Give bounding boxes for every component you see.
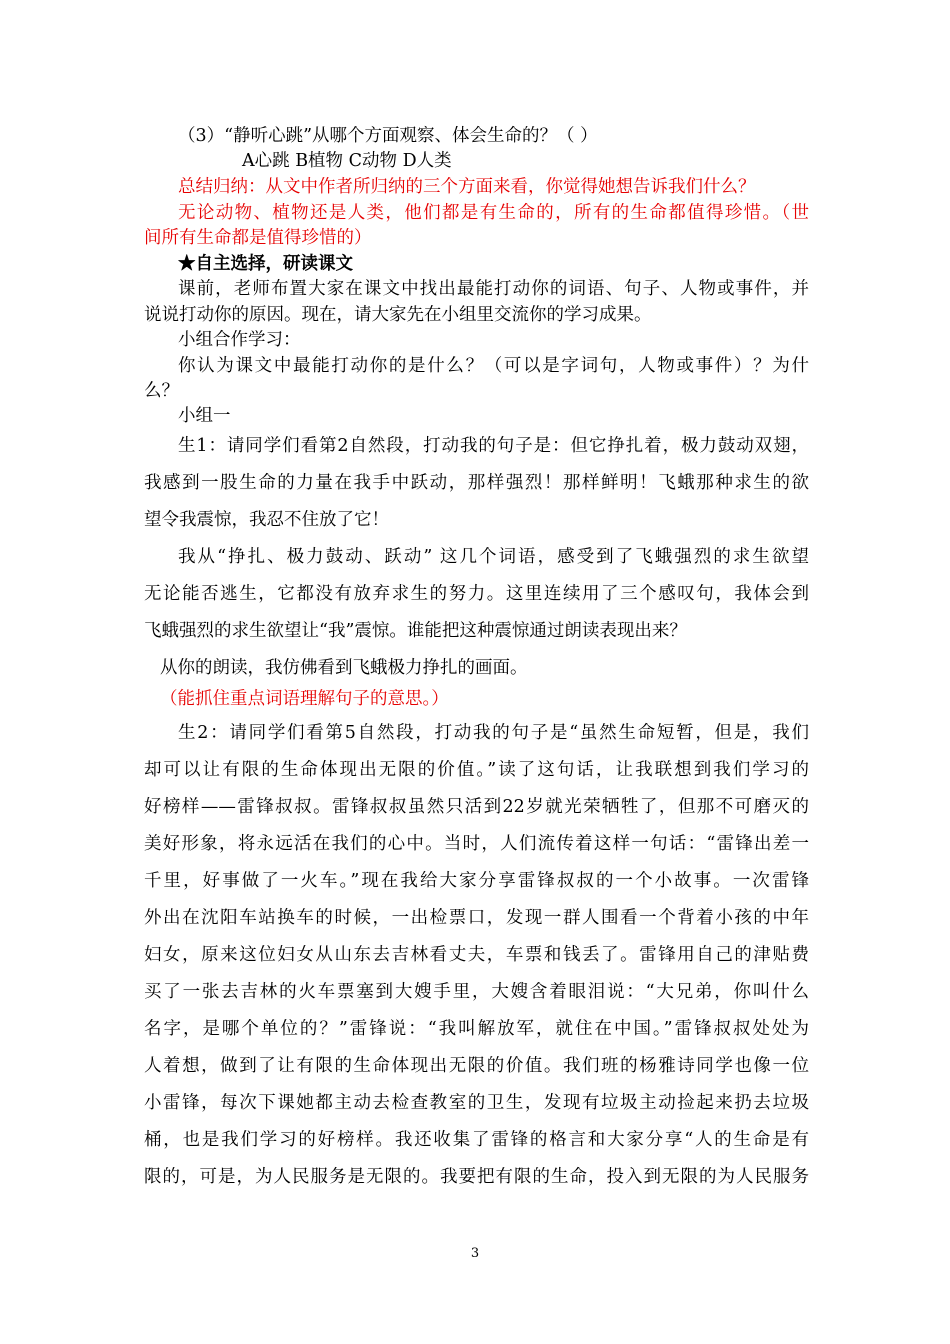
- section-intro-line-2: 说说打动你的原因。现在，请大家先在小组里交流你的学习成果。: [144, 305, 652, 325]
- student-2-line-2: 却可以让有限的生命体现出无限的价值。”读了这句话，让我联想到我们学习的: [144, 760, 809, 780]
- page-number: 3: [470, 1246, 480, 1261]
- student-2-line-3: 好榜样——雷锋叔叔。雷锋叔叔虽然只活到22岁就光荣牺牲了，但那不可磨灭的: [144, 797, 809, 817]
- student-2-line-1: 生2：请同学们看第5自然段，打动我的句子是“虽然生命短暂，但是，我们: [178, 723, 809, 743]
- student-2-line-11: 小雷锋，每次下课她都主动去检查教室的卫生，发现有垃圾主动捡起来扔去垃圾: [144, 1093, 809, 1113]
- question-3-stem: （3）“静听心跳”从哪个方面观察、体会生命的？（ ）: [178, 126, 598, 146]
- student-2-line-13: 限的，可是，为人民服务是无限的。我要把有限的生命，投入到无限的为人民服务: [144, 1167, 809, 1187]
- group-1-label: 小组一: [178, 406, 231, 426]
- student-1-line-1: 生1：请同学们看第2自然段，打动我的句子是：但它挣扎着，极力鼓动双翅，: [178, 436, 809, 456]
- student-2-line-5: 千里，好事做了一火车。”现在我给大家分享雷锋叔叔的一个小故事。一次雷锋: [144, 871, 809, 891]
- section-intro-line-1: 课前，老师布置大家在课文中找出最能打动你的词语、句子、人物或事件，并: [178, 279, 809, 299]
- summary-answer-line-2: 间所有生命都是值得珍惜的）: [144, 228, 372, 248]
- student-2-line-9: 名字，是哪个单位的？”雷锋说：“我叫解放军，就住在中国。”雷锋叔叔处处为: [144, 1019, 809, 1039]
- student-2-line-12: 桶，也是我们学习的好榜样。我还收集了雷锋的格言和大家分享“人的生命是有: [144, 1130, 809, 1150]
- summary-answer-line-1: 无论动物、植物还是人类，他们都是有生命的，所有的生命都值得珍惜。（世: [178, 203, 809, 223]
- student-1-analysis-line-2: 无论能否逃生，它都没有放弃求生的努力。这里连续用了三个感叹句，我体会到: [144, 584, 809, 604]
- student-1-line-2: 我感到一股生命的力量在我手中跃动，那样强烈！那样鲜明！飞蛾那种求生的欲: [144, 473, 809, 493]
- group-question-line-2: 么？: [144, 381, 179, 401]
- student-1-analysis-line-3: 飞蛾强烈的求生欲望让“我”震惊。谁能把这种震惊通过朗读表现出来？: [144, 621, 687, 641]
- section-heading: ★自主选择，研读课文: [178, 254, 353, 274]
- question-3-options: A心跳 B植物 C动物 D人类: [242, 151, 452, 171]
- student-1-reading-comment: 从你的朗读，我仿佛看到飞蛾极力挣扎的画面。: [160, 658, 528, 678]
- student-2-line-10: 人着想，做到了让有限的生命体现出无限的价值。我们班的杨雅诗同学也像一位: [144, 1056, 809, 1076]
- student-1-analysis-line-1: 我从“挣扎、极力鼓动、跃动” 这几个词语，感受到了飞蛾强烈的求生欲望: [178, 547, 809, 567]
- student-2-line-7: 妇女，原来这位妇女从山东去吉林看丈夫，车票和钱丢了。雷锋用自己的津贴费: [144, 945, 809, 965]
- summary-prompt: 总结归纳：从文中作者所归纳的三个方面来看，你觉得她想告诉我们什么？: [178, 177, 756, 197]
- student-2-line-4: 美好形象，将永远活在我们的心中。当时，人们流传着这样一句话：“雷锋出差一: [144, 834, 809, 854]
- student-2-line-6: 外出在沈阳车站换车的时候，一出检票口，发现一群人围看一个背着小孩的中年: [144, 908, 809, 928]
- group-question-line-1: 你认为课文中最能打动你的是什么？（可以是字词句，人物或事件）？为什: [178, 356, 809, 376]
- student-1-line-3: 望令我震惊，我忍不住放了它！: [144, 510, 389, 530]
- group-study-label: 小组合作学习：: [178, 330, 301, 350]
- student-1-teacher-note: （能抓住重点词语理解句子的意思。）: [160, 689, 449, 709]
- student-2-line-8: 买了一张去吉林的火车票塞到大嫂手里，大嫂含着眼泪说：“大兄弟，你叫什么: [144, 982, 809, 1002]
